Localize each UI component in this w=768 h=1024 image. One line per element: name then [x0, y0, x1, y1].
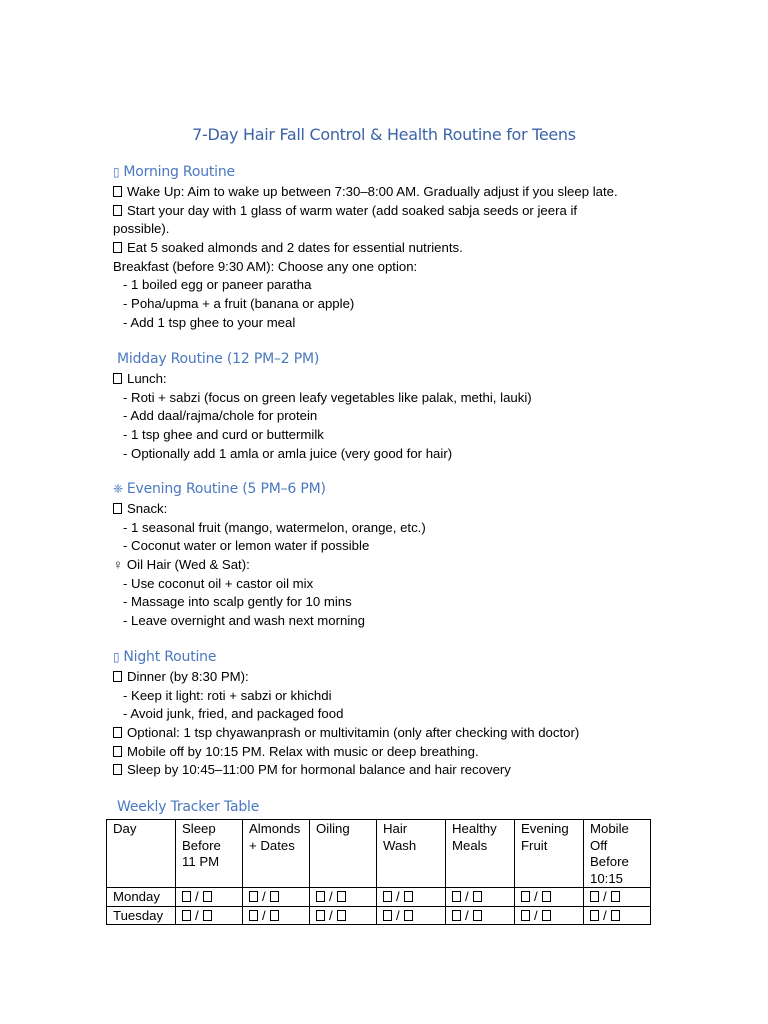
cell-separator: /	[534, 889, 538, 904]
checkbox-glyph-icon	[383, 891, 392, 902]
header-text: Hair	[383, 821, 408, 836]
checkbox-glyph-icon	[113, 671, 122, 682]
line-text: Oil Hair (Wed & Sat):	[126, 557, 250, 573]
line-text: - Add 1 tsp ghee to your meal	[123, 314, 296, 330]
checkbox-glyph-icon	[542, 891, 551, 902]
document-title: 7-Day Hair Fall Control & Health Routine for Teens	[192, 125, 576, 144]
routine-line	[113, 537, 673, 556]
tracker-cell	[584, 906, 651, 925]
header-text: Before	[182, 837, 221, 853]
routine-line	[113, 407, 677, 426]
header-text: Wash	[383, 837, 417, 853]
checkbox-glyph-icon	[611, 891, 620, 902]
checkbox-glyph-icon	[473, 910, 482, 921]
checkbox-glyph-icon	[316, 910, 325, 921]
heading-text: Evening Routine (5 PM–6 PM)	[126, 481, 326, 497]
column-header	[107, 820, 176, 888]
weekly-tracker-table	[106, 819, 651, 925]
checkbox-glyph-icon	[611, 910, 620, 921]
header-text: + Dates	[249, 837, 295, 853]
column-header	[176, 820, 243, 888]
cell-separator: /	[195, 907, 199, 923]
tracker-cell	[446, 888, 515, 907]
heading-text: Midday Routine (12 PM–2 PM)	[117, 351, 320, 367]
section-heading	[113, 478, 673, 500]
checkbox-glyph-icon	[542, 910, 551, 921]
header-text: Oiling	[316, 821, 350, 836]
line-list	[113, 183, 673, 333]
routine-line	[113, 556, 673, 575]
line-text: - Massage into scalp gently for 10 mins	[123, 594, 352, 610]
table-row	[107, 906, 651, 925]
tracker-cell	[176, 888, 243, 907]
tracker-heading: Weekly Tracker Table	[117, 799, 260, 815]
routine-line	[113, 668, 673, 687]
column-header	[243, 820, 310, 888]
line-text: - Avoid junk, fried, and packaged food	[123, 706, 344, 722]
routine-line	[113, 612, 673, 631]
routine-line	[113, 258, 673, 277]
routine-line	[113, 575, 673, 594]
checkbox-glyph-icon	[404, 910, 413, 921]
female-sign-icon: ♀	[113, 557, 123, 573]
checkbox-glyph-icon	[113, 242, 122, 253]
header-text: Mobile	[590, 821, 629, 836]
routine-line	[113, 370, 677, 389]
routine-line	[113, 276, 673, 295]
header-text: Fruit	[521, 837, 548, 853]
line-text: - Optionally add 1 amla or amla juice (very good for hair)	[123, 445, 453, 461]
tracker-cell	[446, 906, 515, 925]
header-text: Evening	[521, 821, 569, 836]
checkbox-glyph-icon	[203, 910, 212, 921]
tracker-cell	[243, 888, 310, 907]
section-heading	[117, 348, 677, 370]
routine-line	[113, 389, 677, 408]
checkbox-glyph-icon	[249, 910, 258, 921]
tracker-cell	[310, 888, 377, 907]
cell-separator: /	[262, 889, 266, 904]
checkbox-glyph-icon	[452, 891, 461, 902]
line-text: - 1 boiled egg or paneer paratha	[123, 277, 312, 293]
checkbox-glyph-icon	[383, 910, 392, 921]
routine-line	[113, 295, 673, 314]
line-text: - Leave overnight and wash next morning	[123, 613, 365, 629]
checkbox-glyph-icon	[404, 891, 413, 902]
section-morning-routine	[113, 161, 673, 333]
checkbox-glyph-icon	[337, 910, 346, 921]
line-text: Eat 5 soaked almonds and 2 dates for essential nutrients.	[127, 240, 463, 256]
checkbox-glyph-icon	[337, 891, 346, 902]
section-midday-routine	[117, 348, 677, 463]
header-text: Before	[590, 854, 629, 869]
header-text: Day	[113, 821, 137, 836]
cell-separator: /	[396, 889, 400, 904]
tracker-cell	[584, 888, 651, 907]
cell-separator: /	[329, 889, 333, 904]
heading-text: Night Routine	[123, 649, 217, 665]
header-text: 11 PM	[182, 854, 220, 869]
routine-line	[113, 519, 673, 538]
column-header	[310, 820, 377, 888]
line-text: Dinner (by 8:30 PM):	[127, 669, 249, 684]
section-night-routine	[113, 646, 673, 780]
routine-line	[113, 724, 673, 743]
section-evening-routine	[113, 478, 673, 631]
tracker-cell	[515, 906, 584, 925]
line-text: Breakfast (before 9:30 AM): Choose any one option:	[113, 258, 418, 274]
line-text: - Keep it light: roti + sabzi or khichdi	[123, 687, 332, 703]
cell-separator: /	[396, 907, 400, 923]
column-header	[515, 820, 584, 888]
table-header-row	[107, 820, 651, 888]
heading-text: Morning Routine	[123, 164, 235, 180]
checkbox-glyph-icon	[249, 891, 258, 902]
header-text: Almonds	[249, 821, 301, 836]
line-text: Optional: 1 tsp chyawanprash or multivitamin (only after checking with doctor)	[127, 725, 580, 741]
header-text: 10:15	[590, 870, 624, 886]
line-text: - 1 tsp ghee and curd or buttermilk	[123, 427, 324, 443]
line-text: Snack:	[127, 501, 168, 516]
routine-line	[113, 687, 673, 706]
checkbox-glyph-icon	[521, 910, 530, 921]
checkbox-glyph-icon	[203, 891, 212, 902]
line-text: possible).	[113, 221, 170, 237]
tracker-cell	[243, 906, 310, 925]
section-heading	[113, 646, 673, 668]
checkbox-glyph-icon	[113, 186, 122, 197]
line-list	[113, 668, 673, 780]
column-header	[377, 820, 446, 888]
header-text: Off	[590, 837, 608, 853]
routine-line	[113, 445, 677, 464]
routine-line	[113, 314, 673, 333]
cell-separator: /	[603, 889, 607, 904]
checkbox-glyph-icon	[590, 891, 599, 902]
day-cell: Tuesday	[107, 906, 176, 925]
checkbox-glyph-icon	[316, 891, 325, 902]
cell-separator: /	[603, 907, 607, 923]
line-list	[113, 370, 677, 463]
checkbox-glyph-icon	[270, 891, 279, 902]
line-text: Mobile off by 10:15 PM. Relax with music or deep breathing.	[127, 743, 479, 759]
header-text: Sleep	[182, 821, 216, 836]
line-text: - Poha/upma + a fruit (banana or apple)	[123, 296, 355, 312]
checkbox-glyph-icon	[113, 205, 122, 216]
line-text: Sleep by 10:45–11:00 PM for hormonal balance and hair recovery	[127, 762, 511, 778]
cell-separator: /	[195, 889, 199, 904]
table-row	[107, 888, 651, 907]
line-text: - Roti + sabzi (focus on green leafy vegetables like palak, methi, lauki)	[123, 389, 532, 405]
routine-line	[113, 761, 673, 780]
checkbox-glyph-icon	[182, 891, 191, 902]
routine-line	[113, 500, 673, 519]
tracker-cell	[515, 888, 584, 907]
line-text: Lunch:	[127, 371, 167, 386]
cell-separator: /	[465, 907, 469, 923]
checkbox-glyph-icon	[113, 764, 122, 775]
routine-line	[113, 239, 673, 258]
line-text: Start your day with 1 glass of warm water (add soaked sabja seeds or jeera if	[127, 202, 578, 218]
line-text: Wake Up: Aim to wake up between 7:30–8:00 AM. Gradually adjust if you sleep late.	[127, 184, 618, 199]
tracker-cell	[377, 888, 446, 907]
routine-line	[113, 220, 673, 239]
line-text: - Add daal/rajma/chole for protein	[123, 408, 318, 424]
line-list	[113, 500, 673, 631]
checkbox-glyph-icon	[521, 891, 530, 902]
tracker-cell	[310, 906, 377, 925]
cell-separator: /	[329, 907, 333, 923]
checkbox-glyph-icon	[182, 910, 191, 921]
routine-line	[113, 426, 677, 445]
header-text: Healthy	[452, 821, 497, 836]
missing-glyph-icon: ▯	[113, 650, 120, 664]
header-text: Meals	[452, 837, 488, 853]
routine-line	[113, 593, 673, 612]
checkbox-glyph-icon	[452, 910, 461, 921]
checkbox-glyph-icon	[113, 503, 122, 514]
routine-line	[113, 202, 673, 221]
column-header	[584, 820, 651, 888]
section-heading	[113, 161, 673, 183]
tracker-cell	[377, 906, 446, 925]
checkbox-glyph-icon	[113, 727, 122, 738]
routine-line	[113, 183, 673, 202]
line-text: - Use coconut oil + castor oil mix	[123, 575, 314, 591]
checkbox-glyph-icon	[473, 891, 482, 902]
snowflake-icon: ❈	[113, 482, 123, 496]
column-header	[446, 820, 515, 888]
checkbox-glyph-icon	[113, 746, 122, 757]
cell-separator: /	[262, 907, 266, 923]
routine-line	[113, 743, 673, 762]
checkbox-glyph-icon	[270, 910, 279, 921]
checkbox-glyph-icon	[590, 910, 599, 921]
routine-line	[113, 705, 673, 724]
missing-glyph-icon: ▯	[113, 165, 120, 179]
line-text: - Coconut water or lemon water if possible	[123, 538, 370, 554]
checkbox-glyph-icon	[113, 373, 122, 384]
day-cell: Monday	[107, 888, 176, 907]
line-text: - 1 seasonal fruit (mango, watermelon, orange, etc.)	[123, 519, 426, 535]
cell-separator: /	[534, 907, 538, 923]
tracker-cell	[176, 906, 243, 925]
cell-separator: /	[465, 889, 469, 904]
